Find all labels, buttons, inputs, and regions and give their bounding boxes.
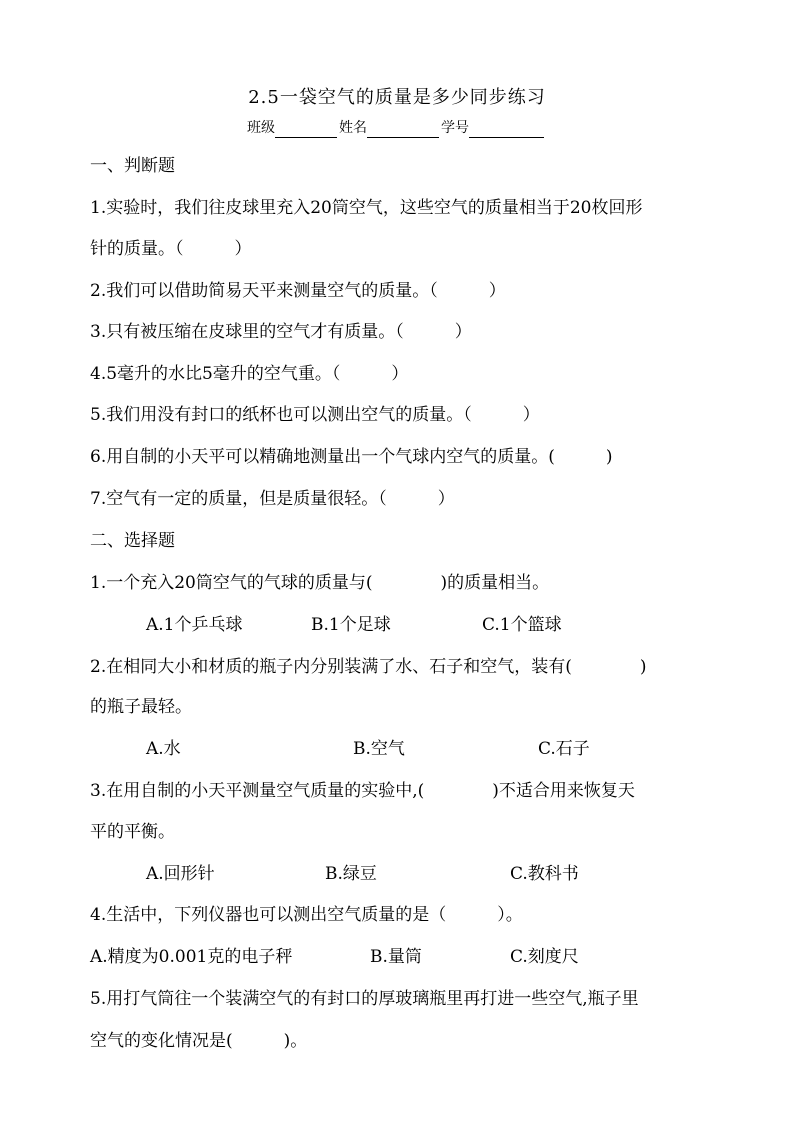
choice-q3-line2: 平的平衡。	[90, 822, 175, 842]
judgement-line: 3.只有被压缩在皮球里的空气才有质量。（ ）	[90, 322, 472, 342]
name-label: 姓名	[339, 120, 367, 136]
choice-q3-option-a: A.回形针	[146, 864, 215, 884]
choice-q4-option-a: A.精度为0.001克的电子秤	[90, 947, 293, 967]
section-heading-choice: 二、选择题	[90, 531, 175, 551]
choice-q4-text: 4.生活中，下列仪器也可以测出空气质量的是（ ）。	[90, 905, 523, 925]
choice-q2-line1: 2.在相同大小和材质的瓶子内分别装满了水、石子和空气，装有( )	[90, 657, 647, 677]
choice-q2-option-b: B.空气	[353, 739, 405, 759]
judgement-line: 针的质量。（ ）	[90, 239, 252, 259]
choice-q1-text: 1.一个充入20筒空气的气球的质量与( )的质量相当。	[90, 573, 550, 593]
choice-q2-line2: 的瓶子最轻。	[90, 697, 192, 717]
class-label: 班级	[247, 120, 275, 136]
judgement-line: 5.我们用没有封口的纸杯也可以测出空气的质量。（ ）	[90, 405, 540, 425]
choice-q5-line2: 空气的变化情况是( )。	[90, 1031, 308, 1051]
choice-q3-line1: 3.在用自制的小天平测量空气质量的实验中,( )不适合用来恢复天	[90, 781, 635, 801]
choice-q1-option-b: B.1个足球	[311, 615, 391, 635]
choice-q4-option-b: B.量筒	[370, 947, 422, 967]
number-label: 学号	[441, 120, 469, 136]
judgement-line: 4.5毫升的水比5毫升的空气重。（ ）	[90, 364, 409, 384]
judgement-line: 2.我们可以借助简易天平来测量空气的质量。（ ）	[90, 281, 506, 301]
judgement-line: 1.实验时，我们往皮球里充入20筒空气，这些空气的质量相当于20枚回形	[90, 198, 643, 218]
name-blank[interactable]	[367, 121, 439, 138]
choice-q3-option-b: B.绿豆	[325, 864, 377, 884]
choice-q1-option-c: C.1个篮球	[482, 615, 562, 635]
choice-q1-option-a: A.1个乒乓球	[146, 615, 243, 635]
judgement-line: 7.空气有一定的质量，但是质量很轻。（ ）	[90, 489, 455, 509]
class-blank[interactable]	[275, 121, 337, 138]
choice-q5-line1: 5.用打气筒往一个装满空气的有封口的厚玻璃瓶里再打进一些空气,瓶子里	[90, 989, 639, 1009]
choice-q2-option-c: C.石子	[538, 739, 590, 759]
worksheet-title: 2.5一袋空气的质量是多少同步练习	[248, 87, 546, 108]
judgement-line: 6.用自制的小天平可以精确地测量出一个气球内空气的质量。( )	[90, 447, 613, 467]
choice-q3-option-c: C.教科书	[510, 864, 579, 884]
student-info-row	[247, 118, 546, 138]
section-heading-judgement: 一、判断题	[90, 156, 175, 176]
choice-q2-option-a: A.水	[146, 739, 181, 759]
choice-q4-option-c: C.刻度尺	[510, 947, 579, 967]
number-blank[interactable]	[469, 121, 544, 138]
